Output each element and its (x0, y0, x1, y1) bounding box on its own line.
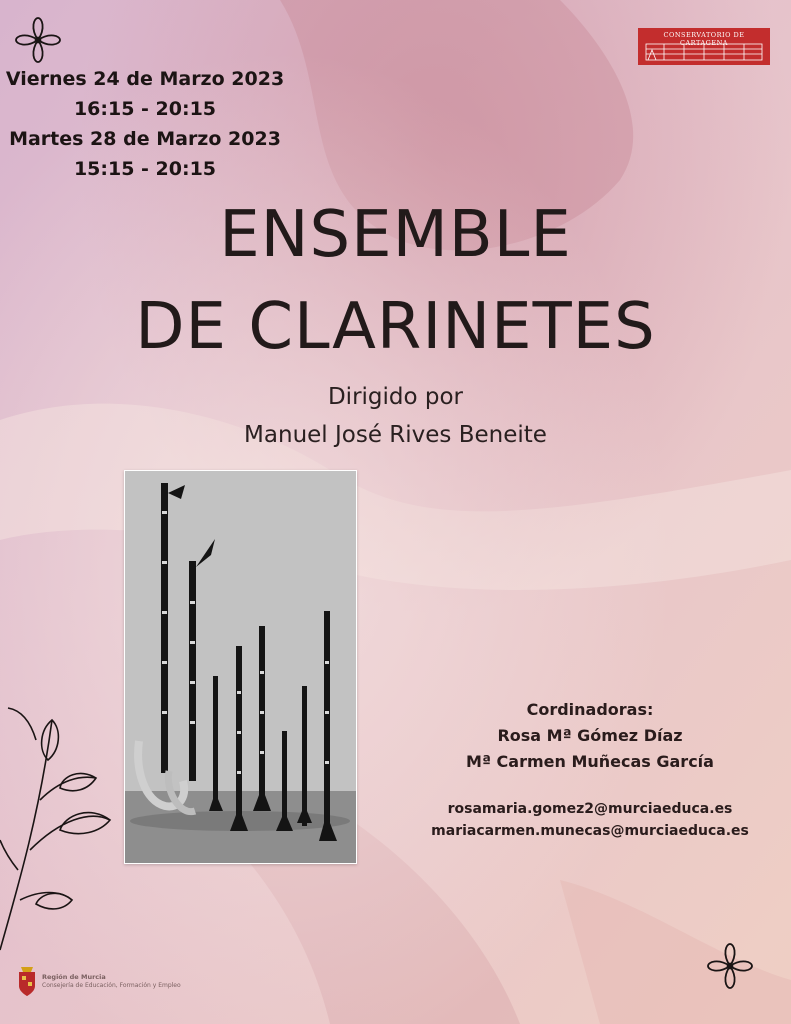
director-block (0, 378, 791, 454)
coordinator-name-2: Mª Carmen Muñecas García (466, 752, 714, 771)
flower-icon (12, 14, 64, 66)
director-name: Manuel José Rives Beneite (244, 422, 547, 448)
title-line-1: ENSEMBLE (219, 198, 572, 272)
time-2: 15:15 - 20:15 (73, 158, 217, 180)
region-murcia-crest (16, 964, 38, 998)
logo-name: CONSERVATORIO DE CARTAGENA (663, 31, 745, 47)
region-department: Consejería de Educación, Formación y Empleo (42, 982, 181, 989)
clarinets-photo (124, 470, 357, 864)
flower-icon (704, 940, 756, 992)
director-label: Dirigido por (327, 384, 464, 410)
branch-icon (0, 700, 120, 960)
date-2: Martes 28 de Marzo 2023 (9, 128, 281, 150)
coordinators-heading: Cordinadoras: (526, 700, 654, 719)
coordinator-email-2[interactable]: mariacarmen.munecas@murciaeduca.es (431, 823, 749, 839)
coordinator-email-1[interactable]: rosamaria.gomez2@murciaeduca.es (447, 801, 733, 817)
time-1: 16:15 - 20:15 (73, 98, 217, 120)
date-1: Viernes 24 de Marzo 2023 (5, 68, 285, 90)
conservatory-building-logo (644, 40, 764, 62)
conservatory-logo (638, 28, 770, 65)
title-line-2: DE CLARINETES (135, 290, 656, 364)
schedule (0, 64, 290, 184)
region-name: Región de Murcia (42, 973, 106, 981)
coordinator-name-1: Rosa Mª Gómez Díaz (497, 726, 683, 745)
